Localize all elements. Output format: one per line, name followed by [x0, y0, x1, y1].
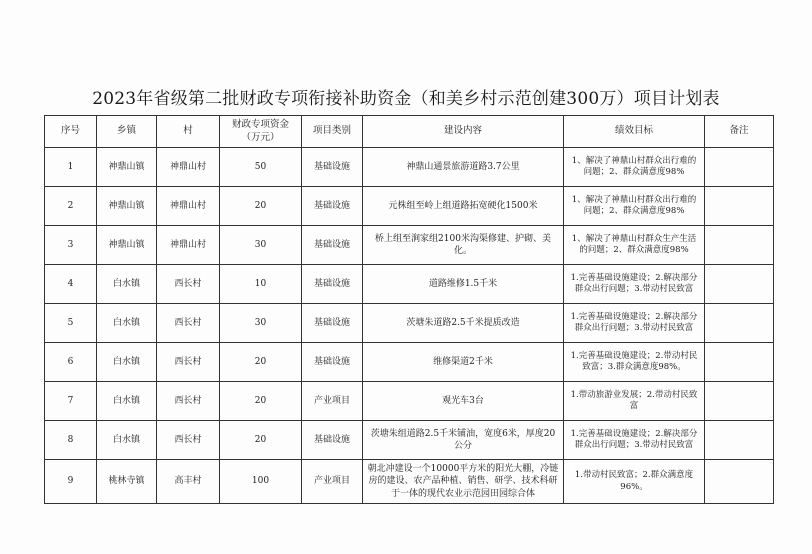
cell-performance: 1、解决了神鼎山村群众出行难的问题；2、群众满意度98% — [564, 148, 705, 187]
cell-performance: 1.完善基础设施建设；2.解决部分群众出行问题；3.带动村民致富 — [564, 265, 705, 304]
cell-village: 神鼎山村 — [157, 226, 220, 265]
cell-performance: 1、解决了神鼎山村群众出行难的问题；2、群众满意度98% — [564, 187, 705, 226]
cell-village: 西长村 — [157, 421, 220, 460]
table-row — [45, 148, 774, 187]
header-village: 村 — [157, 116, 220, 148]
table-row — [45, 382, 774, 421]
cell-category: 基础设施 — [302, 265, 363, 304]
cell-remarks — [705, 343, 774, 382]
cell-content: 茨塘朱组道路2.5千米铺油，宽度6米，厚度20公分 — [363, 421, 564, 460]
table-row — [45, 304, 774, 343]
cell-remarks — [705, 226, 774, 265]
page-title: 2023年省级第二批财政专项衔接补助资金（和美乡村示范创建300万）项目计划表 — [92, 89, 720, 109]
cell-funds: 50 — [220, 148, 302, 187]
cell-category: 基础设施 — [302, 226, 363, 265]
header-performance: 绩效目标 — [564, 116, 705, 148]
table-row — [45, 421, 774, 460]
cell-village: 神鼎山村 — [157, 148, 220, 187]
cell-content: 神鼎山通景旅游道路3.7公里 — [363, 148, 564, 187]
cell-category: 基础设施 — [302, 343, 363, 382]
cell-index: 5 — [45, 304, 97, 343]
table-row — [45, 343, 774, 382]
cell-remarks — [705, 421, 774, 460]
cell-content: 观光车3台 — [363, 382, 564, 421]
cell-village: 西长村 — [157, 265, 220, 304]
cell-category: 基础设施 — [302, 304, 363, 343]
cell-content: 维修渠道2千米 — [363, 343, 564, 382]
cell-category: 产业项目 — [302, 460, 363, 504]
cell-township: 神鼎山镇 — [97, 226, 157, 265]
cell-index: 8 — [45, 421, 97, 460]
cell-township: 白水镇 — [97, 343, 157, 382]
cell-village: 西长村 — [157, 382, 220, 421]
cell-performance: 1.完善基础设施建设；2.带动村民致富；3.群众满意度98%。 — [564, 343, 705, 382]
cell-funds: 20 — [220, 421, 302, 460]
table-row — [45, 226, 774, 265]
cell-funds: 20 — [220, 382, 302, 421]
cell-village: 西长村 — [157, 343, 220, 382]
cell-category: 基础设施 — [302, 148, 363, 187]
cell-village: 西长村 — [157, 304, 220, 343]
cell-index: 3 — [45, 226, 97, 265]
cell-remarks — [705, 265, 774, 304]
cell-index: 4 — [45, 265, 97, 304]
cell-village: 高丰村 — [157, 460, 220, 504]
cell-funds: 20 — [220, 187, 302, 226]
cell-township: 白水镇 — [97, 382, 157, 421]
cell-township: 桃林寺镇 — [97, 460, 157, 504]
cell-index: 9 — [45, 460, 97, 504]
cell-township: 白水镇 — [97, 265, 157, 304]
cell-funds: 20 — [220, 343, 302, 382]
cell-village: 神鼎山村 — [157, 187, 220, 226]
cell-category: 基础设施 — [302, 187, 363, 226]
cell-funds: 100 — [220, 460, 302, 504]
cell-performance: 1.完善基础设施建设；2.解决部分群众出行问题；3.带动村民致富 — [564, 421, 705, 460]
cell-performance: 1.带动村民致富；2.群众满意度96%。 — [564, 460, 705, 504]
table-row — [45, 460, 774, 504]
cell-performance: 1.完善基础设施建设；2.解决部分群众出行问题；3.带动村民致富 — [564, 304, 705, 343]
cell-content: 朝北冲建设一个10000平方米的阳光大棚，冷链房的建设、农产品种植、销售、研学、技术科研于一体的现代农业示范园田园综合体 — [363, 460, 564, 504]
header-content: 建设内容 — [363, 116, 564, 148]
header-index: 序号 — [45, 116, 97, 148]
table-row — [45, 187, 774, 226]
cell-category: 产业项目 — [302, 382, 363, 421]
cell-remarks — [705, 460, 774, 504]
cell-performance: 1、解决了神鼎山村群众生产生活的问题；2、群众满意度98% — [564, 226, 705, 265]
cell-remarks — [705, 187, 774, 226]
cell-funds: 30 — [220, 304, 302, 343]
cell-index: 2 — [45, 187, 97, 226]
cell-funds: 30 — [220, 226, 302, 265]
cell-township: 神鼎山镇 — [97, 148, 157, 187]
cell-remarks — [705, 148, 774, 187]
cell-content: 桥上组至涧家组2100米沟渠修建、护砌、美化。 — [363, 226, 564, 265]
table-row — [45, 265, 774, 304]
cell-township: 白水镇 — [97, 421, 157, 460]
cell-township: 白水镇 — [97, 304, 157, 343]
header-remarks: 备注 — [705, 116, 774, 148]
project-plan-table — [44, 115, 774, 504]
cell-content: 道路维修1.5千米 — [363, 265, 564, 304]
table-body — [45, 148, 774, 504]
header-funds: 财政专项资金（万元） — [220, 116, 302, 148]
cell-funds: 10 — [220, 265, 302, 304]
header-category: 项目类别 — [302, 116, 363, 148]
cell-township: 神鼎山镇 — [97, 187, 157, 226]
cell-remarks — [705, 304, 774, 343]
cell-index: 1 — [45, 148, 97, 187]
header-township: 乡镇 — [97, 116, 157, 148]
cell-index: 6 — [45, 343, 97, 382]
cell-content: 茨塘朱道路2.5千米提质改造 — [363, 304, 564, 343]
cell-index: 7 — [45, 382, 97, 421]
cell-category: 基础设施 — [302, 421, 363, 460]
cell-remarks — [705, 382, 774, 421]
table-header-row — [45, 116, 774, 148]
cell-performance: 1.带动旅游业发展；2.带动村民致富 — [564, 382, 705, 421]
cell-content: 元株组至岭上组道路拓宽硬化1500米 — [363, 187, 564, 226]
